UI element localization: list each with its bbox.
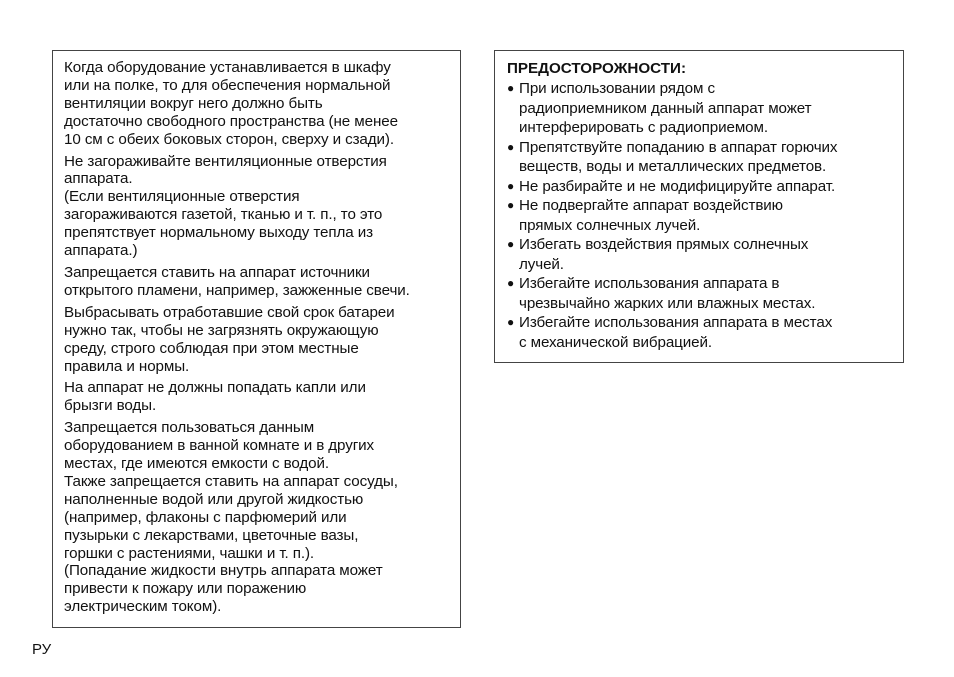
precautions-list [507,79,891,352]
bullet-icon: ● [507,198,515,212]
list-item-text: При использовании рядом с радиоприемником данный аппарат может интерферировать с радиоприемом. [519,80,812,136]
open-flame-paragraph: Запрещается ставить на аппарат источники открытого пламени, например, зажженные свечи. [64,263,410,299]
bullet-icon: ● [507,315,515,329]
water-drops-paragraph: На аппарат не должны попадать капли или брызги воды. [64,379,366,415]
bullet-icon: ● [507,178,515,193]
battery-disposal-paragraph: Выбрасывать отработавшие свой срок батареи нужно так, чтобы не загрязнять окружающую среду, строго соблюдая при этом местные правила и нормы. [64,303,395,375]
precautions-box [494,50,904,363]
list-item [507,274,891,313]
list-item-text: Избегать воздействия прямых солнечных лучей. [519,236,809,273]
list-item-text: Избегайте использования аппарата в местах с механической вибрацией. [519,314,833,351]
bathroom-liquids-paragraph: Запрещается пользоваться данным оборудованием в ванной комнате и в других местах, где имеются емкости с водой. Также запрещается ставить на аппарат сосуды, наполненные водой или другой жидкостью (например, флаконы с парфюмерий или пузырьки с лекарствами, цветочные вазы, горшки с растениями, чашки и т. п.). (Попадание жидкости внутрь аппарата может привести к пожару или поражению электрическим током). [64,419,398,616]
list-item [507,235,891,274]
list-item [507,177,891,197]
ventilation-openings-paragraph: Не загораживайте вентиляционные отверстия аппарата. (Если вентиляционные отверстия загораживаются газетой, тканью и т. п., то это препятствует нормальному выходу тепла из аппарата.) [64,152,387,260]
bullet-icon: ● [507,237,515,251]
list-item [507,196,891,235]
ventilation-space-paragraph: Когда оборудование устанавливается в шкафу или на полке, то для обеспечения нормальной вентиляции вокруг него должно быть достаточно свободного пространства (не менее 10 см с обеих боковых сторон, сверху и сзади). [64,59,398,148]
bullet-icon: ● [507,81,515,95]
list-item-text: Не разбирайте и не модифицируйте аппарат. [519,177,836,195]
bullet-icon: ● [507,139,515,154]
list-item [507,79,891,138]
precautions-title: ПРЕДОСТОРОЖНОСТИ: [507,60,687,77]
page-language-label: РУ [32,641,52,658]
list-item-text: Препятствуйте попаданию в аппарат горючих веществ, воды и металлических предметов. [519,138,838,175]
safety-notes-box [52,50,461,628]
list-item [507,138,891,177]
list-item-text: Не подвергайте аппарат воздействию прямых солнечных лучей. [519,197,783,234]
list-item [507,313,891,352]
list-item-text: Избегайте использования аппарата в чрезвычайно жарких или влажных местах. [519,275,816,312]
bullet-icon: ● [507,276,515,290]
